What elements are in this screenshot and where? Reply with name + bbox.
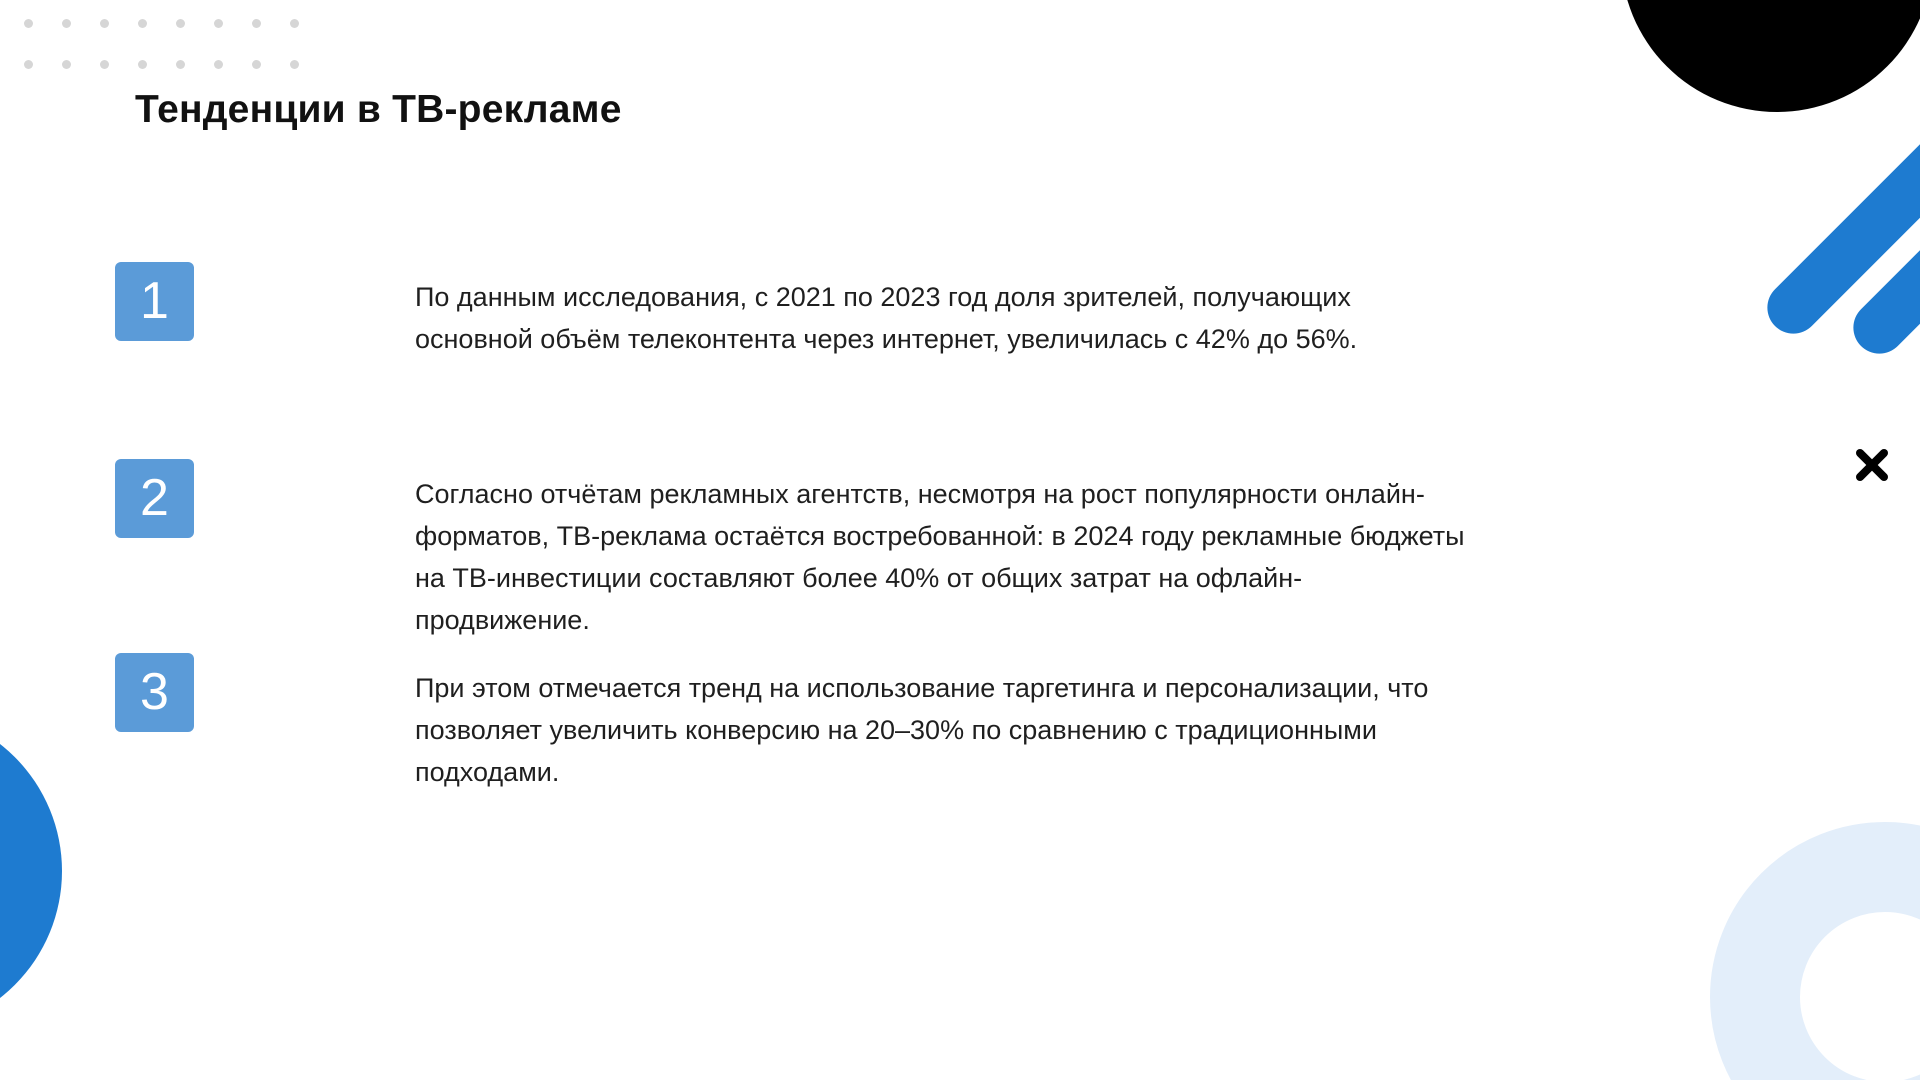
slide-title: Тенденции в ТВ-рекламе	[135, 88, 622, 131]
dot	[290, 60, 299, 69]
dot	[100, 60, 109, 69]
item-text: По данным исследования, с 2021 по 2023 год доля зрителей, получающих основной объём телеконтента через интернет, увеличилась с 42% до 56%.	[415, 282, 1358, 354]
item-text: Согласно отчётам рекламных агентств, несмотря на рост популярности онлайн-форматов, ТВ-реклама остаётся востребованной: в 2024 году рекламные бюджеты на ТВ-инвестиции составляют более 40% от общих затрат на офлайн-продвижение.	[415, 479, 1465, 635]
list-item	[115, 459, 1465, 635]
dot	[62, 19, 71, 28]
close-icon	[1853, 446, 1891, 484]
dot	[214, 60, 223, 69]
item-text: При этом отмечается тренд на использование таргетинга и персонализации, что позволяет увеличить конверсию на 20–30% по сравнению с традиционными подходами.	[415, 673, 1429, 787]
dot	[24, 60, 33, 69]
blue-circle-decoration	[0, 710, 62, 1032]
list-item	[115, 653, 1429, 787]
dot-pattern	[24, 19, 328, 69]
list-item	[115, 262, 1358, 354]
black-circle-decoration	[1621, 0, 1920, 112]
light-blue-ring-decoration	[1710, 822, 1920, 1080]
dot	[24, 19, 33, 28]
dot	[176, 60, 185, 69]
dot	[252, 19, 261, 28]
dot	[138, 19, 147, 28]
dot	[176, 19, 185, 28]
number-badge: 3	[115, 653, 194, 732]
number-badge: 1	[115, 262, 194, 341]
dot	[252, 60, 261, 69]
dot	[214, 19, 223, 28]
dot	[290, 19, 299, 28]
dot	[62, 60, 71, 69]
dot	[100, 19, 109, 28]
number-badge: 2	[115, 459, 194, 538]
dot	[138, 60, 147, 69]
